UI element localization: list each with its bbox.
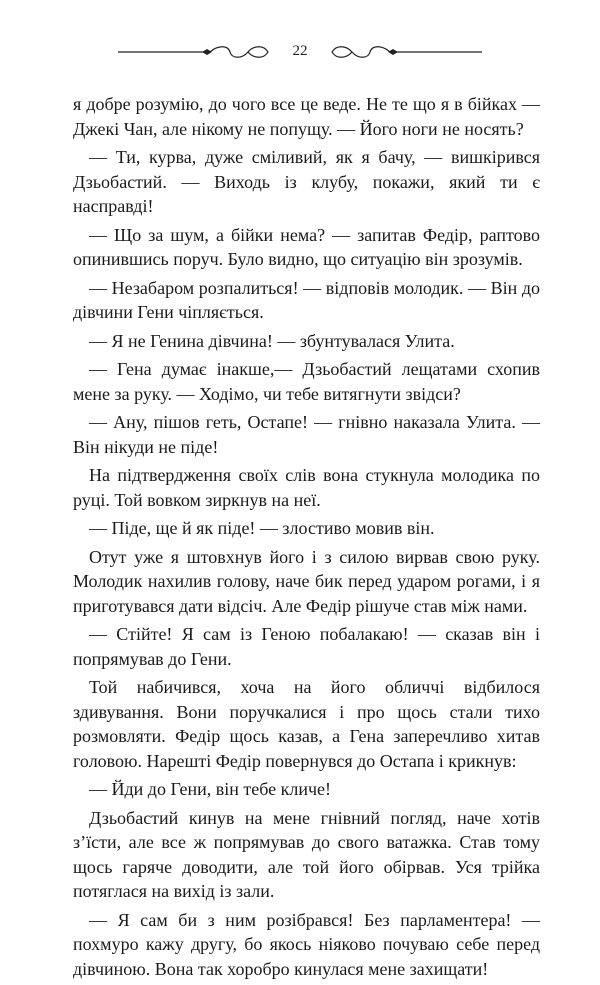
paragraph: — Піде, ще й як піде! — злостиво мовив він. <box>89 518 435 538</box>
body-text <box>73 92 540 985</box>
paragraph: — Незабаром розпалиться! — відповів молодик. — Він до дівчини Гени чіпляється. <box>73 277 540 322</box>
paragraph: На підтвердження своїх слів вона стукнула молодика по руці. Той вовком зиркнув на неї. <box>73 465 540 510</box>
paragraph: — Гена думає інакше,— Дзьобастий лещатами схопив мене за руку. — Ходімо, чи тебе витягнути звідси? <box>73 359 540 404</box>
paragraph: — Йди до Гени, він тебе кличе! <box>89 779 332 799</box>
paragraph: — Ану, пішов геть, Остапе! — гнівно наказала Улита. — Він нікуди не піде! <box>73 412 540 457</box>
paragraph: Той набичився, хоча на його обличчі відбилося здивування. Вони поручкалися і про щось стали тихо розмовляти. Федір щось казав, а Гена заперечливо хитав головою. Нарешті Федір повернувся до Остапа і крикнув: <box>73 677 540 771</box>
page-number: 22 <box>292 43 308 59</box>
paragraph: Отут уже я штовхнув його і з силою вирвав свою руку. Молодик нахилив голову, наче бик перед ударом рогами, і я приготувався дати відсіч. Але Федір рішуче став між нами. <box>73 546 540 616</box>
paragraph: — Ти, курва, дуже сміливий, як я бачу, — вишкірився Дзьобастий. — Виходь із клубу, покажи, який ти є насправді! <box>73 147 540 216</box>
paragraph: я добре розумію, до чого все це веде. Не те що я в бійках — Джекі Чан, але нікому не попущу. — Його ноги не носять? <box>73 94 540 139</box>
paragraph: Дзьобастий кинув на мене гнівний погляд, наче хотів з’їсти, але все ж попрямував до свого ватажка. Став тому щось гаряче доводити, але той його обірвав. Уся трійка потяглася на вихід із зали. <box>73 807 540 901</box>
paragraph: — Я сам би з ним розібрався! Без парламентера! — похмуро кажу другу, бо якось ніяково почуваю себе перед дівчиною. Вона так хоробро кинулася мене захищати! <box>73 909 540 979</box>
paragraph: — Я не Генина дівчина! — збунтувалася Улита. <box>89 330 455 351</box>
page-header <box>118 40 482 64</box>
paragraph: — Стійте! Я сам із Геною побалакаю! — сказав він і попрямував до Гени. <box>73 624 540 669</box>
paragraph: — Що за шум, а бійки нема? — запитав Федір, раптово опинившись поруч. Було видно, що ситуацію він зрозумів. <box>73 224 540 269</box>
